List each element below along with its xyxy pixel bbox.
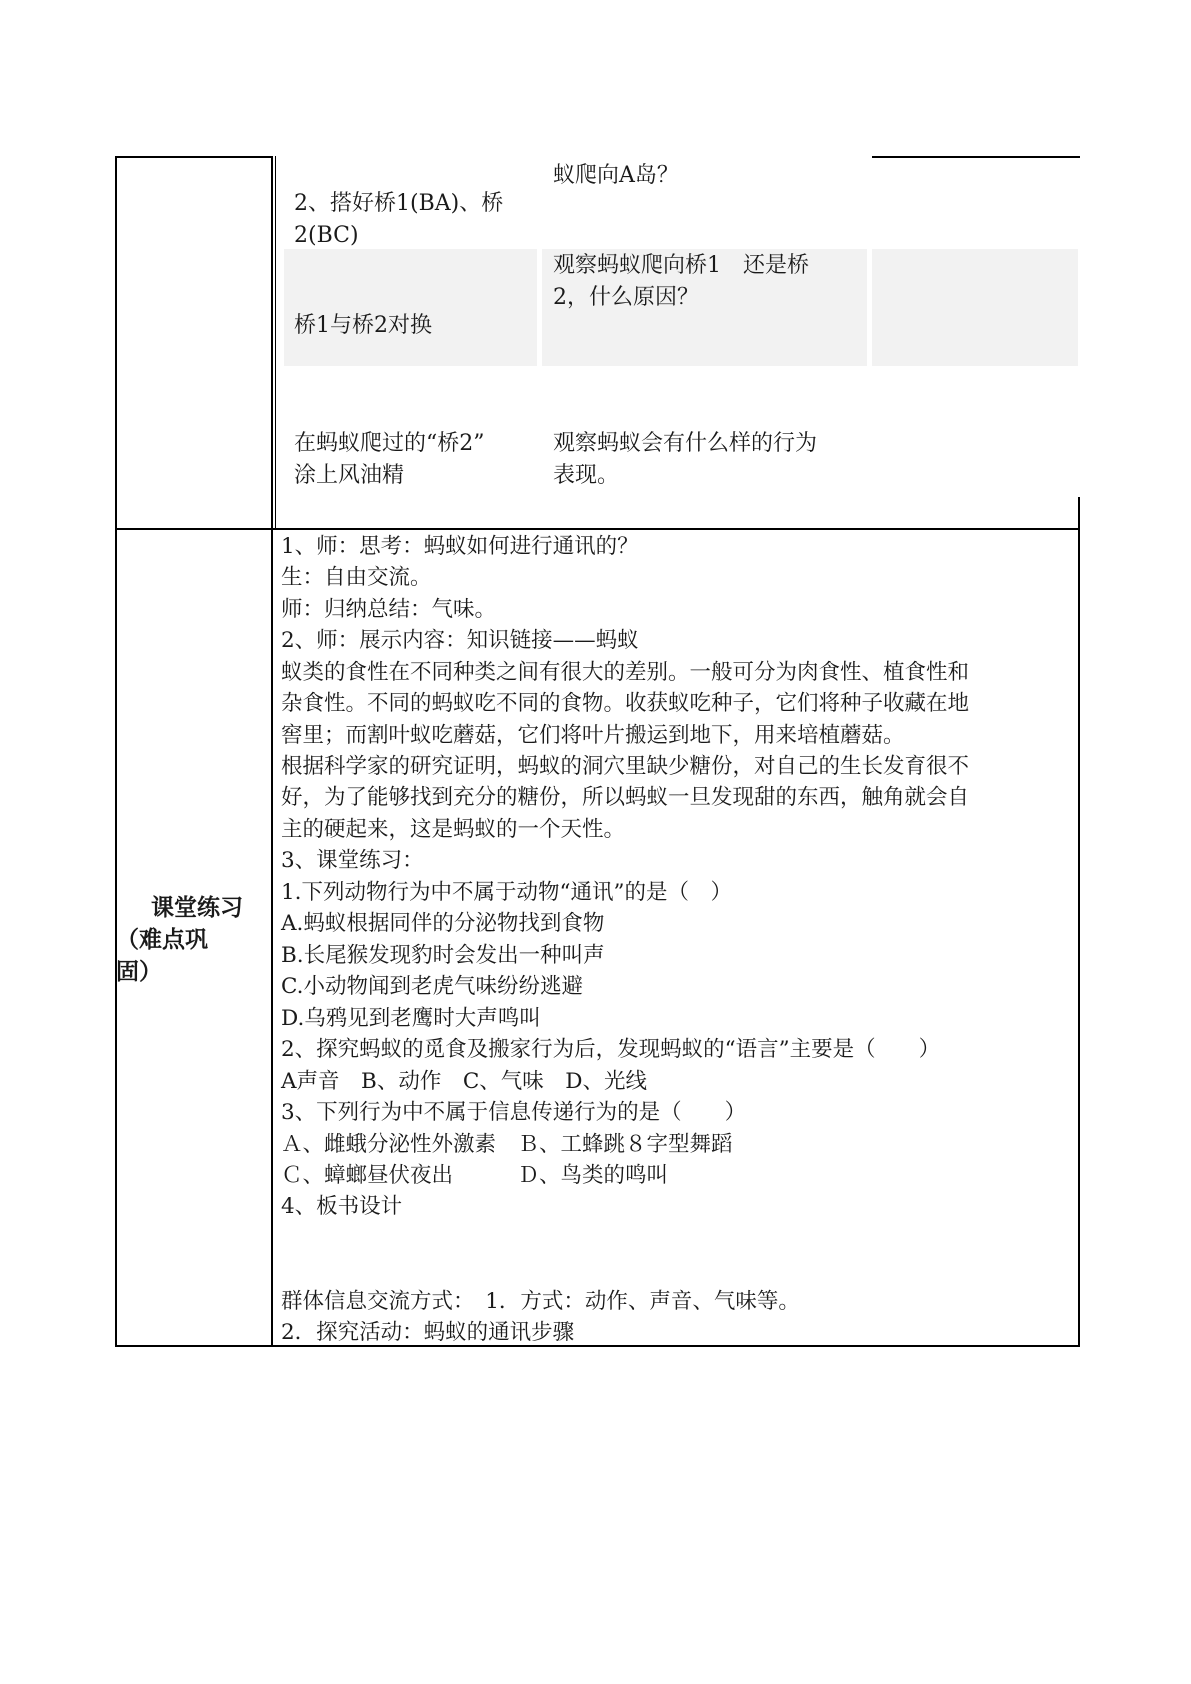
section-label: （难点巩: [116, 927, 208, 953]
section-label: 课堂练习: [151, 895, 243, 921]
cell-text: 在蚂蚁爬过的“桥2”: [294, 431, 485, 456]
body-line: 主的硬起来，这是蚂蚁的一个天性。: [281, 817, 626, 842]
body-line: 生：自由交流。: [281, 565, 432, 590]
body-line: 1.下列动物行为中不属于动物“通讯”的是（ ）: [281, 880, 732, 905]
top-border-right: [872, 156, 1080, 158]
body-line: 4、板书设计: [281, 1194, 403, 1219]
body-line: 2、探究蚂蚁的觅食及搬家行为后，发现蚂蚁的“语言”主要是（ ）: [281, 1037, 941, 1062]
cell-text: 观察蚂蚁爬向桥1 还是桥: [553, 253, 809, 278]
cell-text: 表现。: [553, 463, 620, 488]
body-line: 好，为了能够找到充分的糖份，所以蚂蚁一旦发现甜的东西，触角就会自: [281, 785, 970, 810]
left-outer-border: [115, 156, 117, 1347]
body-line: 3、课堂练习：: [281, 848, 424, 873]
cell-text: 2，什么原因？: [553, 285, 699, 310]
column-divider-vertical-inner: [275, 156, 276, 529]
summary-line: 2．探究活动：蚂蚁的通讯步骤: [281, 1320, 575, 1345]
body-line: 2、师：展示内容：知识链接——蚂蚁: [281, 628, 639, 653]
cell-text: 观察蚂蚁会有什么样的行为: [553, 431, 818, 456]
shaded-cell: [284, 249, 537, 366]
body-line: 1、师：思考：蚂蚁如何进行通讯的？: [281, 534, 639, 559]
body-line: 根据科学家的研究证明，蚂蚁的洞穴里缺少糖份，对自己的生长发育很不: [281, 754, 970, 779]
column-divider-vertical: [271, 156, 273, 1347]
body-line: Ｃ、蟑螂昼伏夜出 Ｄ、鸟类的鸣叫: [281, 1163, 669, 1188]
body-line: A声音 B、动作 C、气味 D、光线: [281, 1069, 648, 1094]
right-outer-border: [1078, 528, 1080, 1347]
top-border: [115, 156, 273, 158]
bottom-border: [115, 1345, 1080, 1347]
body-line: C.小动物闻到老虎气味纷纷逃避: [281, 974, 584, 999]
summary-line: 群体信息交流方式： 1．方式：动作、声音、气味等。: [281, 1289, 800, 1314]
cell-text: 涂上风油精: [294, 463, 405, 488]
body-line: A.蚂蚁根据同伴的分泌物找到食物: [281, 911, 605, 936]
section-divider: [115, 528, 1080, 530]
cell-text: 桥1与桥2对换: [294, 313, 432, 338]
body-line: D.乌鸦见到老鹰时大声鸣叫: [281, 1006, 541, 1031]
body-line: Ａ、雌蛾分泌性外激素 Ｂ、工蜂跳８字型舞蹈: [281, 1132, 733, 1157]
body-line: 窖里；而割叶蚁吃蘑菇，它们将叶片搬运到地下，用来培植蘑菇。: [281, 723, 905, 748]
body-line: 师：归纳总结：气味。: [281, 597, 497, 622]
cell-text: 2(BC): [294, 223, 359, 248]
shaded-cell: [872, 249, 1078, 366]
body-line: B.长尾猴发现豹时会发出一种叫声: [281, 943, 605, 968]
body-line: 3、下列行为中不属于信息传递行为的是（ ）: [281, 1100, 747, 1125]
right-outer-border-top: [1078, 497, 1080, 529]
cell-text: 蚁爬向A岛？: [553, 163, 679, 188]
section-label: 固）: [116, 959, 162, 985]
body-line: 蚁类的食性在不同种类之间有很大的差别。一般可分为肉食性、植食性和: [281, 660, 970, 685]
cell-text: 2、搭好桥1(BA)、桥: [294, 191, 504, 216]
body-line: 杂食性。不同的蚂蚁吃不同的食物。收获蚁吃种子，它们将种子收藏在地: [281, 691, 970, 716]
